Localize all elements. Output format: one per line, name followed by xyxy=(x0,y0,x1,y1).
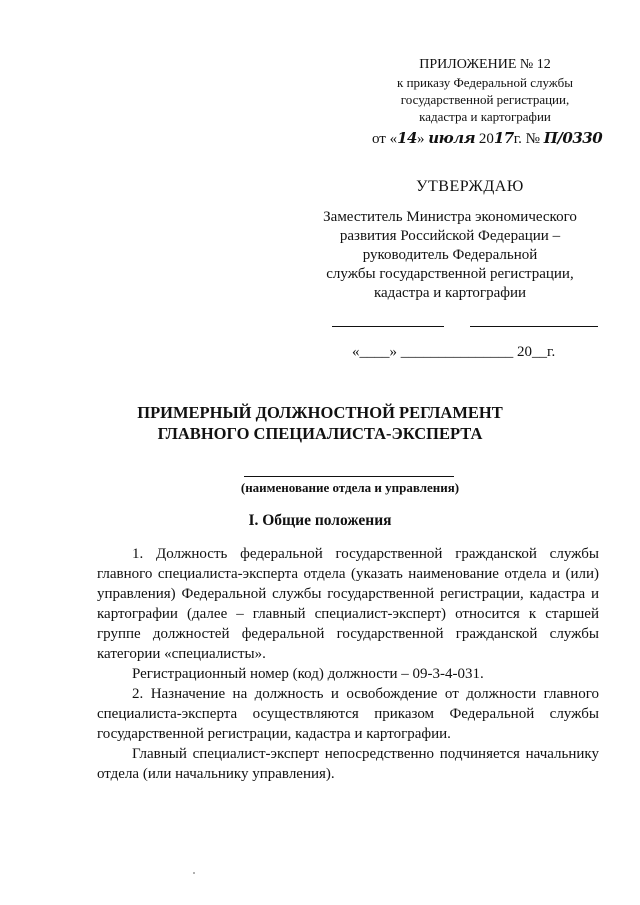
date-month-handwritten: июля xyxy=(428,129,476,147)
section-title: I. Общие положения xyxy=(248,512,392,529)
department-caption: (наименование отдела и управления) xyxy=(240,480,460,495)
date-prefix: от « xyxy=(372,131,398,147)
document-title xyxy=(60,402,580,444)
date-year-handwritten: 17 xyxy=(493,129,514,147)
approving-official xyxy=(320,208,580,303)
approval-date-template: «____» _______________ 20__г. xyxy=(352,344,556,360)
title-line-2: ГЛАВНОГО СПЕЦИАЛИСТА-ЭКСПЕРТА xyxy=(157,424,483,443)
name-line xyxy=(470,326,598,327)
date-mid: » xyxy=(416,131,425,147)
paragraph: 2. Назначение на должность и освобождение от должности главного специалиста-эксперта осуществляются приказом Федеральной службы государственной регистрации, кадастра и картографии. xyxy=(97,686,599,742)
appendix-block xyxy=(380,56,590,125)
official-line-2: развития Российской Федерации – xyxy=(339,228,561,244)
official-line-4: службы государственной регистрации, xyxy=(326,266,574,282)
scan-speck xyxy=(193,872,195,874)
order-reference-line-1: к приказу Федеральной службы xyxy=(397,75,573,90)
order-number-handwritten: П/0330 xyxy=(543,129,603,147)
date-day-handwritten: 14 xyxy=(397,129,417,147)
order-reference-line-3: кадастра и картографии xyxy=(419,109,551,124)
document-body xyxy=(97,544,599,784)
signature-line xyxy=(332,326,444,327)
paragraph: Регистрационный номер (код) должности – 09-3-4-031. xyxy=(132,666,484,682)
paragraph: 1. Должность федеральной государственной гражданской службы главного специалиста-эксперта отдела (указать наименование отдела и (или) управления) Федеральной службы государственной регистрации, кадастра и картографии (далее – главный специалист-эксперт) относится к старшей группе должностей федеральной государственной гражданской службы категории «специалисты». xyxy=(97,546,599,662)
appendix-number: ПРИЛОЖЕНИЕ № 12 xyxy=(419,57,551,72)
order-date-number xyxy=(372,128,622,149)
official-line-3: руководитель Федеральной xyxy=(362,247,538,263)
title-line-1: ПРИМЕРНЫЙ ДОЛЖНОСТНОЙ РЕГЛАМЕНТ xyxy=(137,403,503,422)
department-fill-line xyxy=(244,476,454,477)
official-line-1: Заместитель Министра экономического xyxy=(323,209,577,225)
paragraph: Главный специалист-эксперт непосредственно подчиняется начальнику отдела (или начальнику управления). xyxy=(97,746,599,782)
date-year-prefix: 20 xyxy=(478,131,494,147)
approval-title: УТВЕРЖДАЮ xyxy=(416,178,524,195)
official-line-5: кадастра и картографии xyxy=(373,285,527,301)
number-prefix: г. № xyxy=(513,131,540,147)
order-reference-line-2: государственной регистрации, xyxy=(400,92,570,107)
